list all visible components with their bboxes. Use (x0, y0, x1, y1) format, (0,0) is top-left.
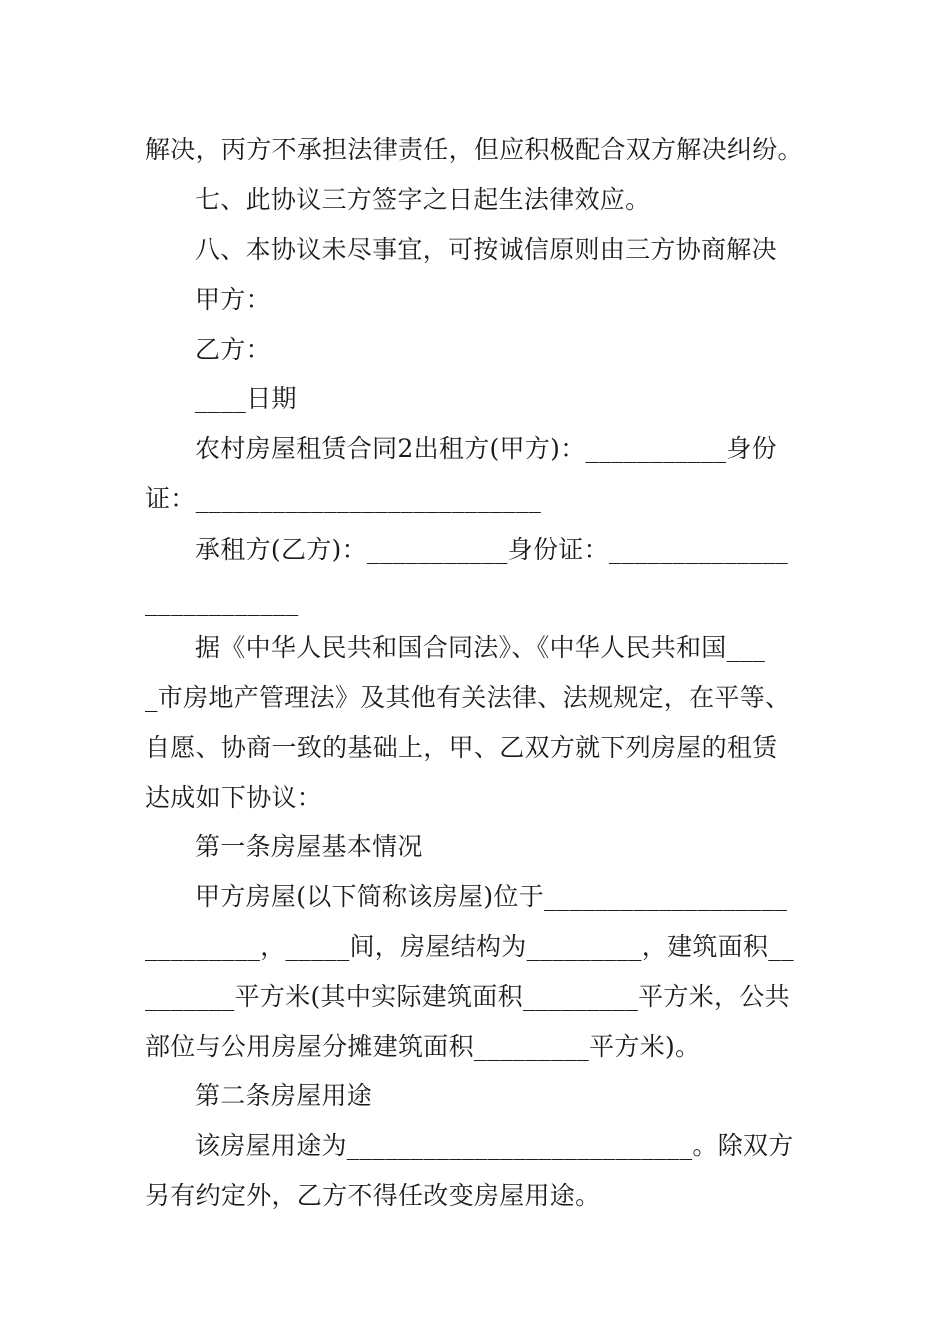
article-2-heading: 第二条房屋用途 (195, 1081, 373, 1110)
clause-8: 八、本协议未尽事宜，可按诚信原则由三方协商解决 (195, 235, 777, 264)
article-2-line-1: 该房屋用途为___________________________。除双方 (195, 1131, 794, 1160)
preamble-line-1: 据《中华人民共和国合同法》、《中华人民共和国___ (195, 633, 766, 662)
contract-title-lessor: 农村房屋租赁合同2出租方(甲方)：___________身份 (195, 434, 777, 463)
preamble-line-4: 达成如下协议： (145, 783, 323, 812)
clause-7: 七、此协议三方签字之日起生法律效应。 (195, 185, 651, 214)
lessee-id-continuation: ____________ (145, 587, 299, 616)
preamble-line-3: 自愿、协商一致的基础上，甲、乙双方就下列房屋的租赁 (145, 733, 778, 762)
article-1-line-2: _________，_____间，房屋结构为_________，建筑面积__ (145, 932, 794, 961)
article-1-line-4: 部位与公用房屋分摊建筑面积_________平方米)。 (145, 1032, 701, 1061)
article-1-line-1: 甲方房屋(以下简称该房屋)位于___________________ (195, 882, 788, 911)
party-b-signature: 乙方： (195, 335, 271, 364)
party-a-signature: 甲方： (195, 285, 271, 314)
article-1-line-3: _______平方米(其中实际建筑面积_________平方米，公共 (145, 982, 790, 1011)
lessor-id-line: 证：___________________________ (145, 484, 542, 513)
lessee-line: 承租方(乙方)：___________身份证：______________ (195, 535, 789, 564)
date-line: ____日期 (195, 384, 297, 413)
article-2-line-2: 另有约定外，乙方不得任改变房屋用途。 (145, 1181, 601, 1210)
preamble-line-2: _市房地产管理法》及其他有关法律、法规规定，在平等、 (145, 683, 791, 712)
paragraph-line: 解决，丙方不承担法律责任，但应积极配合双方解决纠纷。 (145, 135, 803, 164)
article-1-heading: 第一条房屋基本情况 (195, 832, 423, 861)
